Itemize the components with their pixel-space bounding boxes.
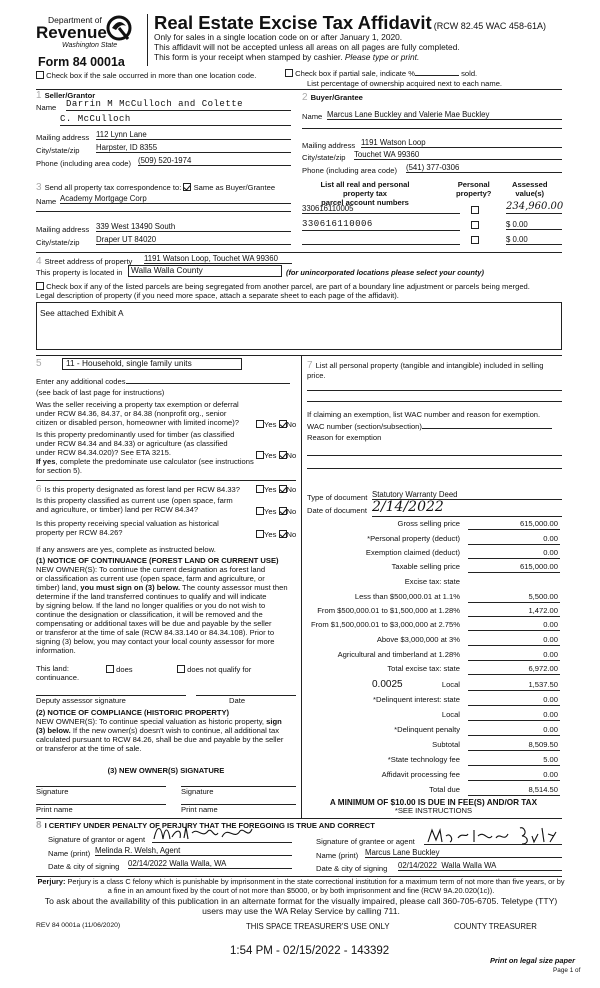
tier3-label: From $1,500,000.01 to $3,000,000 at 2.75% bbox=[310, 620, 460, 629]
delinquent-penalty-field[interactable]: 0.00 bbox=[468, 726, 560, 736]
segregated-label: Check box if any of the listed parcels are being segregated from another parcel, are part of a boundary line adjustment or parcels being merged. bbox=[46, 282, 530, 291]
grantor-signature-label: Signature of grantor or agent bbox=[48, 835, 146, 844]
n1-bold: you must sign on (3) below. bbox=[80, 582, 181, 592]
street-line bbox=[36, 256, 132, 268]
q1-yes-no bbox=[256, 420, 296, 430]
this-land-label bbox=[36, 665, 79, 683]
yes-label: Yes bbox=[264, 451, 277, 460]
grantee-signature-field[interactable] bbox=[424, 828, 562, 845]
personal-label: *Personal property (deduct) bbox=[367, 534, 460, 543]
wac-text: WAC number (section/subsection) bbox=[307, 422, 422, 431]
additional-codes-label bbox=[36, 378, 290, 387]
grantor-signature-field[interactable] bbox=[152, 826, 292, 843]
q2-line-b: under RCW 84.34 and 84.33) or agriculture (as classified bbox=[36, 438, 228, 448]
assessed-value-field[interactable]: 234,960.00 bbox=[506, 201, 564, 212]
compliance-notice-heading: (2) NOTICE OF COMPLIANCE (HISTORIC PROPERTY) bbox=[36, 708, 230, 717]
processing-fee-field[interactable]: 0.00 bbox=[468, 771, 560, 781]
corr-name-field[interactable]: Academy Mortgage Corp bbox=[60, 194, 291, 204]
total-state-row bbox=[300, 665, 560, 676]
tier3-field[interactable]: 0.00 bbox=[468, 621, 560, 631]
additional-codes-field[interactable] bbox=[126, 383, 290, 384]
q6-2-yes-no bbox=[256, 507, 296, 517]
yes-label: Yes bbox=[264, 530, 277, 539]
q6-2-line-b: and agriculture, or timber) land per RCW 84.34? bbox=[36, 504, 199, 514]
land-use-select[interactable]: 11 - Household, single family units bbox=[62, 358, 242, 370]
exempt-label: Exemption claimed (deduct) bbox=[365, 548, 460, 557]
q6-3-no-checkbox[interactable] bbox=[279, 530, 287, 538]
n1-line: or transferor at the time of sale (RCW 84.33.140 or 84.34.108). Prior to bbox=[36, 627, 275, 637]
buyer-name-label: Name bbox=[302, 112, 323, 121]
certify-text: I CERTIFY UNDER PENALTY OF PERJURY THAT THE FOREGOING IS TRUE AND CORRECT bbox=[44, 821, 375, 830]
grantor-name-field[interactable]: Melinda R. Welsh, Agent bbox=[95, 846, 292, 856]
segregated-checkbox[interactable] bbox=[36, 282, 44, 290]
section-5-number: 5 bbox=[36, 358, 42, 369]
delinquent-state-field[interactable]: 0.00 bbox=[468, 696, 560, 706]
grantee-signature-label: Signature of grantee or agent bbox=[316, 837, 415, 846]
q2-yes-no bbox=[256, 451, 296, 461]
delinq-local-label: Local bbox=[441, 710, 460, 719]
n1-line: determine if the land transferred continues to qualify and will indicate bbox=[36, 591, 267, 601]
personal-property-field[interactable]: 0.00 bbox=[468, 535, 560, 545]
does-not-label: does not qualify for bbox=[187, 665, 252, 674]
does-not-qualify-check[interactable] bbox=[177, 665, 251, 675]
alternate-format-notice: To ask about the availability of this publication in an alternate format for the visually impaired, please call 360-705-6705. Teletype (TTY) users may use the WA Relay Service by calling 711. bbox=[44, 896, 558, 916]
same-as-buyer-label: Same as Buyer/Grantee bbox=[193, 183, 276, 192]
wac-number-label bbox=[307, 423, 552, 432]
parcel-heading-1: List all real and personal property tax bbox=[320, 180, 410, 198]
exemption-row bbox=[300, 549, 560, 560]
section-7-text: List all personal property (tangible and intangible) included in selling price. bbox=[307, 361, 544, 380]
unincorporated-note: (for unincorporated locations please select your county) bbox=[286, 268, 484, 277]
multi-location-checkbox[interactable] bbox=[36, 71, 44, 79]
seller-mail-field[interactable]: 112 Lynn Lane bbox=[96, 130, 291, 140]
gross-label: Gross selling price bbox=[397, 519, 460, 528]
seller-phone-label: Phone (including area code) bbox=[36, 159, 131, 168]
corr-city-field[interactable]: Draper UT 84020 bbox=[96, 235, 291, 245]
if-any-yes-note: If any answers are yes, complete as instructed below. bbox=[36, 545, 216, 554]
located-label: This property is located in bbox=[36, 268, 123, 277]
proc-label: Affidavit processing fee bbox=[381, 770, 460, 779]
continuance-notice-body bbox=[36, 566, 301, 656]
no-label: No bbox=[286, 485, 297, 494]
delinq-state-label: *Delinquent interest: state bbox=[373, 695, 460, 704]
perjury-bold: Perjury: bbox=[37, 877, 66, 886]
seller-name-line-2[interactable]: C. McCulloch bbox=[60, 114, 291, 126]
minimum-due-note: A MINIMUM OF $10.00 IS DUE IN FEE(S) AND/OR TAX bbox=[329, 798, 538, 807]
exemption-field[interactable]: 0.00 bbox=[468, 549, 560, 559]
q6-3-yes-no bbox=[256, 530, 296, 540]
partial-sale-note: List percentage of ownership acquired next to each name. bbox=[307, 79, 503, 88]
continuance-notice-heading: (1) NOTICE OF CONTINUANCE (FOREST LAND OR CURRENT USE) bbox=[36, 556, 279, 565]
tech-fee-field[interactable]: 5.00 bbox=[468, 756, 560, 766]
q2-line-f: for section 5). bbox=[36, 465, 83, 475]
n2-part: NEW OWNER(S): To continue special valuation as historic property, bbox=[36, 717, 265, 726]
n1-line: by signing below. If the land no longer qualifies or you do not wish to bbox=[36, 600, 266, 610]
q6-2-yes-checkbox[interactable] bbox=[256, 507, 264, 515]
n1-line: continue the designation or classification, it will be removed and the bbox=[36, 609, 263, 619]
delinquent-penalty-row bbox=[300, 726, 560, 737]
street-label: Street address of property bbox=[44, 257, 133, 266]
new-owner-signature-heading: (3) NEW OWNER(S) SIGNATURE bbox=[107, 766, 225, 775]
personal-property-row bbox=[300, 535, 560, 546]
current-use-question bbox=[36, 497, 256, 515]
q2-line-c: under RCW 84.34.020)? See ETA 3215. bbox=[36, 447, 171, 457]
grantor-date-field[interactable]: 02/14/2022 Walla Walla, WA bbox=[128, 859, 292, 869]
owner-signature-label: Signature bbox=[181, 787, 214, 796]
q6-3-yes-checkbox[interactable] bbox=[256, 530, 264, 538]
tier4-label: Above $3,000,000 at 3% bbox=[376, 635, 460, 644]
buyer-mail-label: Mailing address bbox=[302, 141, 356, 150]
does-qualify-checkbox[interactable] bbox=[106, 665, 114, 673]
deputy-date-label: Date bbox=[229, 696, 246, 705]
section-3-number: 3 bbox=[36, 182, 42, 193]
note3-text: This form is your receipt when stamped by cashier. bbox=[154, 52, 343, 62]
tier2-field[interactable]: 1,472.00 bbox=[468, 607, 560, 617]
partial-sale-label: Check box if partial sale, indicate % bbox=[295, 69, 415, 78]
buyer-name-field[interactable]: Marcus Lane Buckley and Valerie Mae Buckley bbox=[327, 110, 562, 120]
grantor-date-label: Date & city of signing bbox=[48, 862, 120, 871]
add-codes-text: Enter any additional codes bbox=[36, 377, 126, 386]
grantee-date-label: Date & city of signing bbox=[316, 864, 388, 873]
perjury-notice bbox=[36, 878, 566, 895]
partial-sale-check[interactable] bbox=[285, 69, 477, 79]
assessed-heading bbox=[512, 181, 547, 199]
q1-no-checkbox[interactable] bbox=[279, 420, 287, 428]
corr-city-label: City/state/zip bbox=[36, 238, 80, 247]
doc-type-label: Type of document bbox=[307, 493, 368, 502]
legal-description-text: See attached Exhibit A bbox=[40, 308, 124, 318]
doc-date-label: Date of document bbox=[307, 506, 367, 515]
taxable-price-row bbox=[300, 563, 560, 574]
grantee-signature-scribble bbox=[424, 824, 562, 846]
county-treasurer-label: COUNTY TREASURER bbox=[454, 922, 537, 931]
assessed-heading-2: value(s) bbox=[515, 188, 545, 198]
buyer-phone-label: Phone (including area code) bbox=[302, 166, 397, 175]
no-label: No bbox=[286, 451, 297, 460]
tier3-row bbox=[300, 621, 560, 632]
grantee-date-field[interactable]: 02/14/2022 Walla Walla WA bbox=[398, 861, 562, 871]
section-2-number: 2 bbox=[302, 92, 308, 103]
assessed-heading-1: Assessed bbox=[512, 180, 548, 189]
tier2-row bbox=[300, 607, 560, 618]
q6-1-no-checkbox[interactable] bbox=[279, 485, 287, 493]
multi-location-check[interactable] bbox=[36, 71, 256, 81]
q1-line-c: citizen or disabled person, homeowner with limited income)? bbox=[36, 417, 240, 427]
form-title bbox=[154, 12, 546, 34]
page-number: Page 1 of bbox=[553, 967, 581, 974]
personal-property-question bbox=[307, 360, 562, 381]
header-note-2: This affidavit will not be accepted unless all areas on all pages are fully completed. bbox=[154, 42, 460, 52]
seller-heading-text: Seller/Grantor bbox=[44, 91, 96, 100]
delinquent-state-row bbox=[300, 696, 560, 707]
n2-bold: (3) below. bbox=[36, 725, 71, 735]
n2-line: calculated pursuant to RCW 84.26, shall be due and payable by the seller bbox=[36, 734, 284, 744]
tier1-row bbox=[300, 593, 560, 604]
buyer-heading-text: Buyer/Grantee bbox=[310, 93, 363, 102]
q2-line-e: , complete the predominate use calculator (see instructions bbox=[55, 456, 254, 466]
corr-mail-label: Mailing address bbox=[36, 225, 90, 234]
grantor-name-label: Name (print) bbox=[48, 849, 91, 858]
deputy-signature-label: Deputy assessor signature bbox=[36, 696, 126, 705]
personal-heading bbox=[456, 181, 491, 199]
taxable-price-field[interactable]: 615,000.00 bbox=[468, 563, 560, 573]
q6-2-no-checkbox[interactable] bbox=[279, 507, 287, 515]
n1-line: compensating or additional taxes will be due and payable by the seller bbox=[36, 618, 272, 628]
section-6-number: 6 bbox=[36, 484, 42, 495]
agri-field[interactable]: 0.00 bbox=[468, 651, 560, 661]
seller-phone-field[interactable]: (509) 520-1974 bbox=[138, 156, 291, 166]
local-tax-row bbox=[300, 681, 560, 692]
yes-label: Yes bbox=[264, 485, 277, 494]
multi-location-label: Check box if the sale occurred in more than one location code. bbox=[46, 71, 257, 80]
taxable-label: Taxable selling price bbox=[391, 562, 460, 571]
personal-heading-1: Personal bbox=[457, 180, 490, 189]
doc-date-field[interactable]: 2/14/2022 bbox=[372, 499, 562, 517]
no-label: No bbox=[286, 507, 297, 516]
personal-property-checkbox[interactable] bbox=[471, 221, 479, 229]
subtotal-row bbox=[300, 741, 560, 752]
buyer-heading bbox=[302, 92, 363, 104]
section-1-number: 1 bbox=[36, 90, 42, 101]
compliance-notice-body bbox=[36, 718, 301, 754]
total-state-label: Total excise tax: state bbox=[387, 664, 460, 673]
delinquent-local-row bbox=[300, 711, 560, 722]
legal-size-note: Print on legal size paper bbox=[490, 956, 576, 965]
owner-print-name-label: Print name bbox=[36, 805, 73, 814]
subtotal-field[interactable]: 8,509.50 bbox=[468, 741, 560, 751]
total-due-label: Total due bbox=[429, 785, 460, 794]
n1-line: information. bbox=[36, 645, 76, 655]
subtotal-label: Subtotal bbox=[432, 740, 460, 749]
buyer-city-label: City/state/zip bbox=[302, 153, 346, 162]
grantor-signature-scribble bbox=[152, 823, 272, 843]
no-label: No bbox=[286, 530, 297, 539]
tier4-row bbox=[300, 636, 560, 647]
assessed-value-field[interactable]: $ 0.00 bbox=[506, 235, 562, 245]
doc-type-field[interactable]: Statutory Warranty Deed bbox=[372, 490, 562, 500]
logo-state-text: Washington State bbox=[62, 42, 118, 49]
total-due-field[interactable]: 8,514.50 bbox=[468, 786, 560, 796]
exemption-claim-label: If claiming an exemption, list WAC number and reason for exemption. bbox=[307, 410, 541, 419]
personal-property-checkbox[interactable] bbox=[471, 206, 479, 214]
agri-label: Agricultural and timberland at 1.28% bbox=[337, 650, 460, 659]
form-number: Form 84 0001a bbox=[38, 55, 125, 69]
partial-sale-sold: sold. bbox=[461, 69, 478, 78]
tech-label: *State technology fee bbox=[387, 755, 460, 764]
parcel-account-field[interactable]: 330616110005 bbox=[302, 204, 460, 214]
does-qualify-check[interactable] bbox=[106, 665, 133, 675]
grantee-name-field[interactable]: Marcus Lane Buckley bbox=[365, 848, 562, 858]
wac-number-field[interactable] bbox=[422, 428, 552, 429]
q6-2-line-a: Is this property classified as current use (open space, farm bbox=[36, 496, 233, 505]
corr-name-label: Name bbox=[36, 197, 57, 206]
yes-label: Yes bbox=[264, 420, 277, 429]
receipt-stamp: 1:54 PM - 02/15/2022 - 143392 bbox=[230, 945, 390, 957]
n1-line: or classification as current use (open space, farm and agriculture, or bbox=[36, 573, 265, 583]
processing-fee-row bbox=[300, 771, 560, 782]
owner-signature-label: Signature bbox=[36, 787, 69, 796]
parcel-account-field[interactable] bbox=[302, 234, 460, 245]
state-head-label: Excise tax: state bbox=[404, 577, 460, 586]
header-note-1: Only for sales in a single location code on or after January 1, 2020. bbox=[154, 32, 403, 42]
tier4-field[interactable]: 0.00 bbox=[468, 636, 560, 646]
tier1-label: Less than $500,000.01 at 1.1% bbox=[354, 592, 460, 601]
total-state-field[interactable]: 6,972.00 bbox=[468, 665, 560, 675]
local-rate: 0.0025 bbox=[372, 679, 403, 690]
q2-line-a: Is this property predominantly used for timber (as classified bbox=[36, 430, 235, 439]
seller-city-label: City/state/zip bbox=[36, 146, 80, 155]
historic-question bbox=[36, 520, 256, 538]
q6-1-yes-checkbox[interactable] bbox=[256, 485, 264, 493]
does-label: does bbox=[116, 665, 133, 674]
parcel-row bbox=[302, 219, 562, 233]
tech-fee-row bbox=[300, 756, 560, 767]
county-select[interactable]: Walla Walla County bbox=[128, 265, 282, 277]
logo-swirl-icon bbox=[106, 14, 132, 42]
n2-line: or transferor at the time of sale. bbox=[36, 743, 142, 753]
q6-3-line-b: property per RCW 84.26? bbox=[36, 527, 123, 537]
partial-sale-checkbox[interactable] bbox=[285, 69, 293, 77]
gross-price-row bbox=[300, 520, 560, 531]
yes-label: Yes bbox=[264, 507, 277, 516]
note3-italic: Please type or print. bbox=[344, 52, 420, 62]
q1-line-b: under RCW 84.36, 84.37, or 84.38 (nonprofit org., senior bbox=[36, 408, 227, 418]
q6-3-line-a: Is this property receiving special valuation as historical bbox=[36, 519, 219, 528]
n2-bold: sign bbox=[266, 717, 282, 726]
parcel-heading-2: parcel account numbers bbox=[321, 197, 409, 207]
title-text: Real Estate Excise Tax Affidavit bbox=[154, 12, 432, 33]
buyer-city-field[interactable]: Touchet WA 99360 bbox=[354, 150, 562, 160]
title-ref: (RCW 82.45 WAC 458-61A) bbox=[433, 21, 546, 31]
tier1-field[interactable]: 5,500.00 bbox=[468, 593, 560, 603]
header-note-3 bbox=[154, 53, 419, 63]
buyer-mail-field[interactable]: 1191 Watson Loop bbox=[361, 138, 562, 148]
q6-1-text: Is this property designated as forest land per RCW 84.33? bbox=[44, 485, 240, 494]
personal-heading-2: property? bbox=[456, 188, 492, 198]
local-tax-field[interactable]: 1,537.50 bbox=[468, 681, 560, 691]
seller-city-field[interactable]: Harpster, ID 8355 bbox=[96, 143, 291, 153]
local-label: Local bbox=[441, 680, 460, 689]
this-land-text: This land: bbox=[36, 664, 69, 673]
section-8-number: 8 bbox=[36, 820, 42, 831]
agri-row bbox=[300, 651, 560, 662]
n1-line: NEW OWNER(S): To continue the current designation as forest land bbox=[36, 565, 266, 574]
seller-name-line-1[interactable]: Darrin M McCulloch and Colette bbox=[66, 99, 291, 111]
does-not-qualify-checkbox[interactable] bbox=[177, 665, 185, 673]
n1-part: timber) land, bbox=[36, 582, 79, 592]
n1-part: The county assessor must then bbox=[182, 582, 288, 592]
q1-yes-checkbox[interactable] bbox=[256, 420, 264, 428]
exemption-reason-label: Reason for exemption bbox=[307, 433, 382, 442]
legal-desc-label: Legal description of property (if you need more space, attach a separate sheet to each page of the affidavit). bbox=[36, 291, 399, 300]
parcel-account-field[interactable]: 330616110006 bbox=[302, 219, 460, 231]
correspondence-label: Send all property tax correspondence to: bbox=[44, 183, 182, 192]
seller-name-label: Name bbox=[36, 103, 57, 112]
assessed-value-field[interactable]: $ 0.00 bbox=[506, 220, 562, 230]
delinquent-local-field[interactable]: 0.00 bbox=[468, 711, 560, 721]
treasurer-use-label: THIS SPACE TREASURER'S USE ONLY bbox=[246, 922, 390, 931]
revision-label: REV 84 0001a (11/06/2020) bbox=[36, 922, 121, 929]
corr-mail-field[interactable]: 339 West 13490 South bbox=[96, 222, 291, 232]
tier2-label: From $500,000.01 to $1,500,000 at 1.28% bbox=[317, 606, 460, 615]
q2-yes-checkbox[interactable] bbox=[256, 451, 264, 459]
logo-revenue-text: Revenue bbox=[36, 23, 107, 42]
excise-state-heading bbox=[300, 578, 560, 589]
legal-description-box[interactable] bbox=[36, 302, 562, 350]
seller-mail-label: Mailing address bbox=[36, 133, 90, 142]
n1-line: signing (3) below, you may contact your local county assessor for more bbox=[36, 636, 275, 646]
n2-part: If the new owner(s) doesn't wish to continue, all additional tax bbox=[72, 725, 280, 735]
gross-price-field[interactable]: 615,000.00 bbox=[468, 520, 560, 530]
see-instructions-note: *SEE INSTRUCTIONS bbox=[394, 806, 473, 815]
perjury-text: Perjury is a class C felony which is punishable by imprisonment in the state correctional institution for a maximum term of not more than five years, or by a fine in an amount fixed by the court of not more than $5000, or by both imprisonment and fine (RCW 9A.20.020(1c)). bbox=[67, 877, 565, 895]
section-7-number: 7 bbox=[307, 360, 313, 371]
buyer-phone-field[interactable]: (541) 377-0306 bbox=[406, 163, 562, 173]
q2-no-checkbox[interactable] bbox=[279, 451, 287, 459]
see-back-note: (see back of last page for instructions) bbox=[36, 388, 165, 397]
parcel-row bbox=[302, 234, 562, 248]
delinq-pen-label: *Delinquent penalty bbox=[394, 725, 460, 734]
q6-1-yes-no bbox=[256, 485, 296, 495]
correspondence-line bbox=[36, 182, 275, 194]
no-label: No bbox=[286, 420, 297, 429]
personal-property-checkbox[interactable] bbox=[471, 236, 479, 244]
section-4-number: 4 bbox=[36, 256, 42, 267]
if-yes-bold: If yes bbox=[36, 456, 56, 466]
same-as-buyer-checkbox[interactable] bbox=[183, 183, 191, 191]
total-due-row bbox=[300, 786, 560, 797]
grantee-name-label: Name (print) bbox=[316, 851, 359, 860]
continuance-text: continuance. bbox=[36, 672, 80, 682]
partial-percent-field[interactable] bbox=[415, 75, 459, 76]
q1-line-a: Was the seller receiving a property tax exemption or deferral bbox=[36, 400, 239, 409]
street-field[interactable]: 1191 Watson Loop, Touchet WA 99360 bbox=[144, 254, 292, 264]
logo-dept-text: Department of bbox=[48, 15, 102, 25]
owner-print-name-label: Print name bbox=[181, 805, 218, 814]
forest-question bbox=[36, 484, 240, 496]
